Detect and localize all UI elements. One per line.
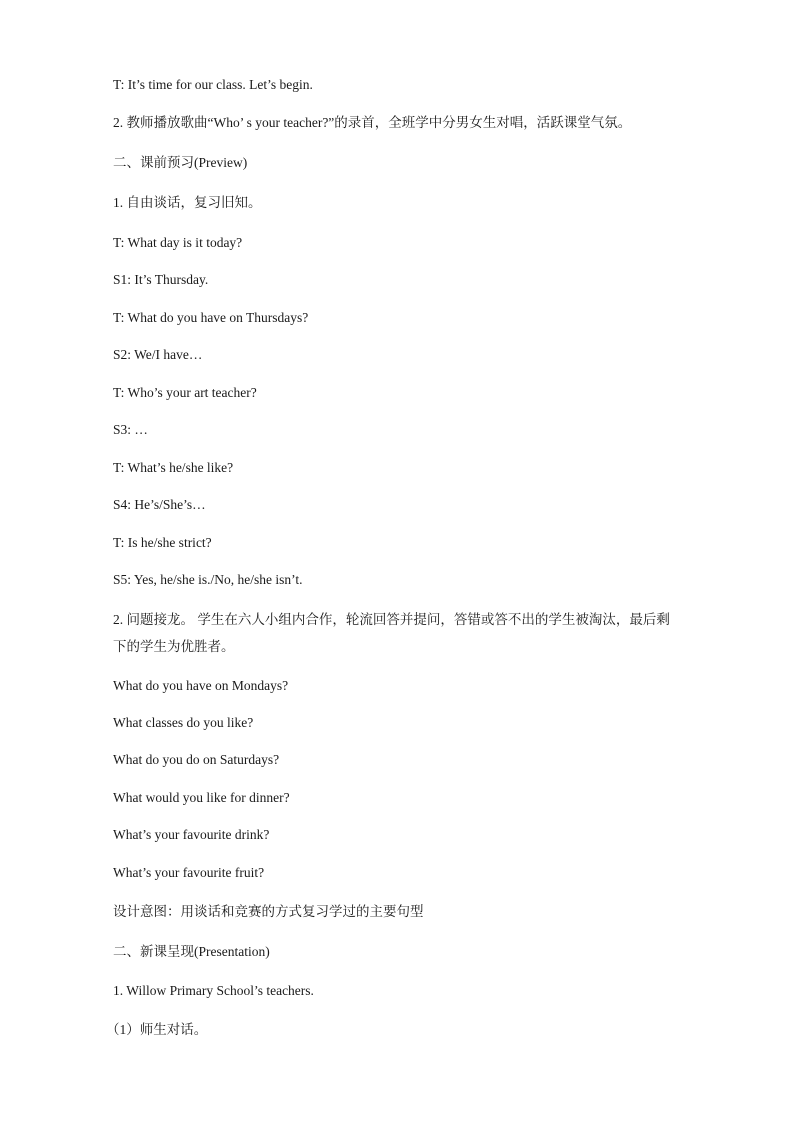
text-paragraph: 2. 问题接龙。 学生在六人小组内合作，轮流回答并提问，答错或答不出的学生被淘汰，最后剩下的学生为优胜者。 [113,612,670,654]
text-line: What’s your favourite drink? [113,827,270,842]
section-heading: 二、课前预习(Preview) [113,155,248,170]
text-line: 设计意图：用谈话和竞赛的方式复习学过的主要句型 [113,904,424,919]
text-line: T: What do you have on Thursdays? [113,310,309,325]
text-line: 1. 自由谈话，复习旧知。 [113,195,262,210]
text-line: S4: He’s/She’s… [113,497,206,512]
text-line: T: It’s time for our class. Let’s begin. [113,77,313,92]
text-line: S3: … [113,422,148,437]
text-line: What would you like for dinner? [113,790,290,805]
text-line: S2: We/I have… [113,347,203,362]
text-line: S5: Yes, he/she is./No, he/she isn’t. [113,572,303,587]
text-line: T: What’s he/she like? [113,460,234,475]
text-line: （1）师生对话。 [106,1022,208,1037]
text-line: T: Is he/she strict? [113,535,212,550]
text-line: T: What day is it today? [113,235,243,250]
text-line: T: Who’s your art teacher? [113,385,257,400]
text-line: What do you have on Mondays? [113,678,289,693]
text-line: What classes do you like? [113,715,254,730]
text-line: S1: It’s Thursday. [113,272,209,287]
text-line: 2. 教师播放歌曲“Who’ s your teacher?”的录首，全班学中分男女生对唱，活跃课堂气氛。 [113,115,632,130]
text-line: What’s your favourite fruit? [113,865,265,880]
text-line: 1. Willow Primary School’s teachers. [113,983,314,998]
section-heading: 二、新课呈现(Presentation) [113,944,270,959]
text-line: What do you do on Saturdays? [113,752,280,767]
